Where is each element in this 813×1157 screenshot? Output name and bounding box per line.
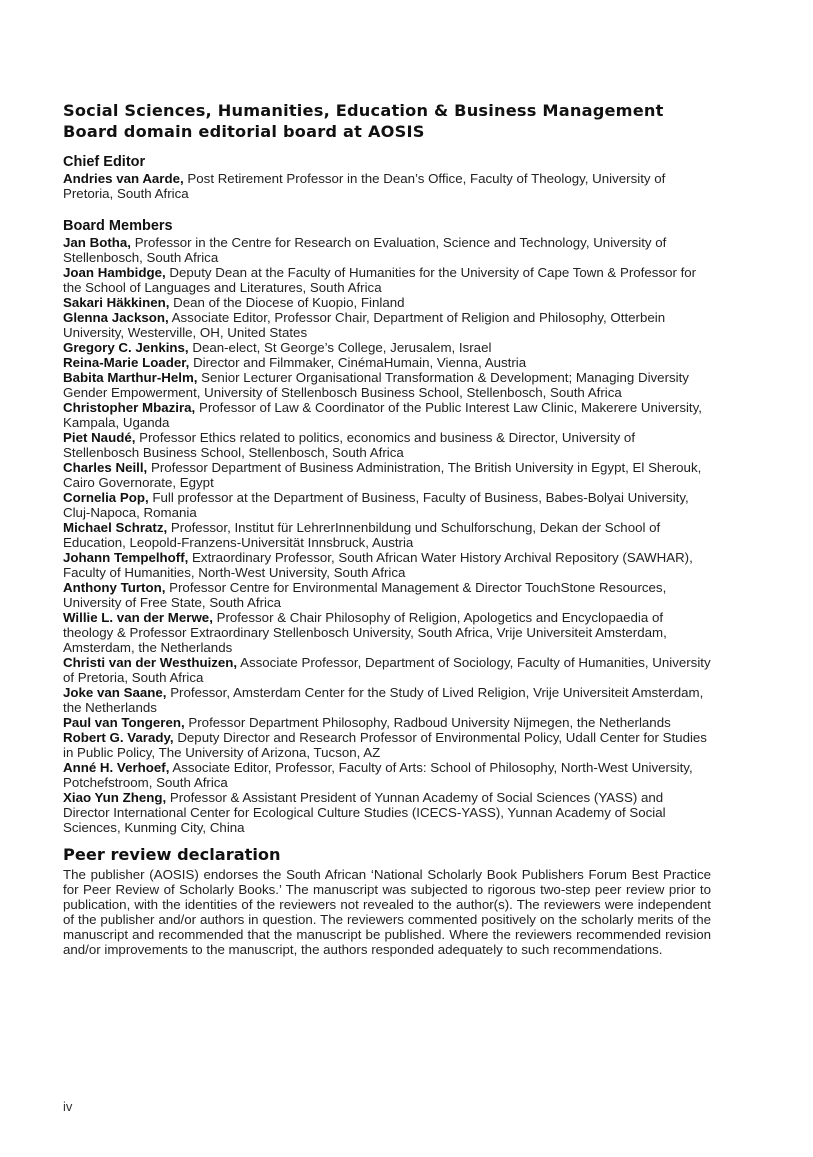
board-member-entry	[63, 610, 711, 655]
board-member-name: Willie L. van der Merwe,	[63, 610, 213, 625]
board-member-name: Cornelia Pop,	[63, 490, 149, 505]
board-member-description: Professor in the Centre for Research on Evaluation, Science and Technology, University of Stellenbosch, South Africa	[63, 235, 667, 265]
board-member-entry	[63, 685, 711, 715]
board-member-description: Professor, Amsterdam Center for the Study of Lived Religion, Vrije Universiteit Amsterdam, the Netherlands	[63, 685, 704, 715]
board-member-name: Robert G. Varady,	[63, 730, 174, 745]
board-member-name: Jan Botha,	[63, 235, 131, 250]
board-member-description: Senior Lecturer Organisational Transformation & Development; Managing Diversity Gender Empowerment, University of Stellenbosch Business School, Stellenbosch, South Africa	[63, 370, 689, 400]
board-member-description: Professor of Law & Coordinator of the Public Interest Law Clinic, Makerere University, Kampala, Uganda	[63, 400, 702, 430]
board-member-name: Paul van Tongeren,	[63, 715, 185, 730]
board-member-entry	[63, 400, 711, 430]
board-member-entry	[63, 370, 711, 400]
board-member-name: Gregory C. Jenkins,	[63, 340, 189, 355]
board-member-description: Professor Department of Business Administration, The British University in Egypt, El Sherouk, Cairo Governorate, Egypt	[63, 460, 702, 490]
chief-editor-heading: Chief Editor	[63, 154, 146, 170]
board-member-entry	[63, 340, 711, 355]
board-member-name: Charles Neill,	[63, 460, 148, 475]
board-member-description: Associate Editor, Professor Chair, Department of Religion and Philosophy, Otterbein University, Westerville, OH, United States	[63, 310, 666, 340]
board-members-heading: Board Members	[63, 218, 173, 234]
page-content	[63, 100, 711, 957]
board-member-entry	[63, 310, 711, 340]
board-member-description: Deputy Dean at the Faculty of Humanities for the University of Cape Town & Professor for the School of Languages and Literatures, South Africa	[63, 265, 697, 295]
board-member-name: Christopher Mbazira,	[63, 400, 196, 415]
board-member-entry	[63, 520, 711, 550]
board-member-name: Anthony Turton,	[63, 580, 166, 595]
page-title-line-2: Board domain editorial board at AOSIS	[63, 122, 425, 141]
peer-review-heading: Peer review declaration	[63, 845, 281, 864]
board-member-entry	[63, 580, 711, 610]
board-member-entry	[63, 460, 711, 490]
page-number: iv	[63, 1099, 73, 1114]
board-member-description: Dean-elect, St George’s College, Jerusalem, Israel	[192, 340, 492, 355]
board-member-entry	[63, 760, 711, 790]
board-member-description: Professor & Chair Philosophy of Religion, Apologetics and Encyclopaedia of theology & Professor Extraordinary Stellenbosch University, South Africa, Vrije Universiteit Amsterdam, Amsterdam, the Netherlands	[63, 610, 667, 655]
board-member-description: Professor, Institut für LehrerInnenbildung und Schulforschung, Dekan der School of Education, Leopold-Franzens-Universität Innsbruck, Austria	[63, 520, 661, 550]
board-member-description: Professor Ethics related to politics, economics and business & Director, University of Stellenbosch Business School, Stellenbosch, South Africa	[63, 430, 636, 460]
board-member-description: Director and Filmmaker, CinémaHumain, Vienna, Austria	[193, 355, 527, 370]
board-member-description: Full professor at the Department of Business, Faculty of Business, Babes-Bolyai University, Cluj-Napoca, Romania	[63, 490, 689, 520]
board-member-name: Piet Naudé,	[63, 430, 136, 445]
board-member-entry	[63, 265, 711, 295]
board-member-name: Christi van der Westhuizen,	[63, 655, 238, 670]
board-member-name: Joan Hambidge,	[63, 265, 166, 280]
board-member-name: Michael Schratz,	[63, 520, 168, 535]
board-member-entry	[63, 550, 711, 580]
page-title	[63, 100, 711, 142]
peer-review-text: The publisher (AOSIS) endorses the South African ‘National Scholarly Book Publishers Forum Best Practice for Peer Review of Scholarly Books.’ The manuscript was subjected to rigorous two-step peer review prior to publication, with the identities of the reviewers not revealed to the author(s). The reviewers were independent of the publisher and/or authors in question. The reviewers commented positively on the scholarly merits of the manuscript and recommended that the manuscript be published. Where the reviewers recommended revision and/or improvements to the manuscript, the authors responded adequately to such recommendations.	[63, 867, 711, 957]
board-member-entry	[63, 715, 711, 730]
board-member-entry	[63, 295, 711, 310]
board-member-description: Associate Professor, Department of Sociology, Faculty of Humanities, University of Pretoria, South Africa	[63, 655, 711, 685]
board-member-entry	[63, 655, 711, 685]
board-members-list	[63, 235, 711, 835]
board-member-name: Johann Tempelhoff,	[63, 550, 189, 565]
board-member-description: Professor Centre for Environmental Management & Director TouchStone Resources, University of Free State, South Africa	[63, 580, 667, 610]
board-member-name: Joke van Saane,	[63, 685, 167, 700]
page-title-line-1: Social Sciences, Humanities, Education & Business Management	[63, 101, 664, 120]
board-member-description: Extraordinary Professor, South African Water History Archival Repository (SAWHAR), Faculty of Humanities, North-West University, South Africa	[63, 550, 693, 580]
board-member-entry	[63, 235, 711, 265]
board-member-name: Xiao Yun Zheng,	[63, 790, 167, 805]
board-member-name: Glenna Jackson,	[63, 310, 169, 325]
chief-editor-name: Andries van Aarde,	[63, 171, 184, 186]
board-member-entry	[63, 355, 711, 370]
board-member-description: Professor & Assistant President of Yunnan Academy of Social Sciences (YASS) and Director International Center for Ecological Culture Studies (ICECS-YASS), Yunnan Academy of Social Sciences, Kunming City, China	[63, 790, 666, 835]
board-member-entry	[63, 790, 711, 835]
board-member-entry	[63, 730, 711, 760]
board-member-entry	[63, 490, 711, 520]
board-member-description: Associate Editor, Professor, Faculty of Arts: School of Philosophy, North-West University, Potchefstroom, South Africa	[63, 760, 693, 790]
board-member-description: Dean of the Diocese of Kuopio, Finland	[173, 295, 405, 310]
board-member-description: Professor Department Philosophy, Radboud University Nijmegen, the Netherlands	[188, 715, 671, 730]
chief-editor-description: Post Retirement Professor in the Dean’s Office, Faculty of Theology, University of Pretoria, South Africa	[63, 171, 666, 201]
board-member-description: Deputy Director and Research Professor of Environmental Policy, Udall Center for Studies in Public Policy, The University of Arizona, Tucson, AZ	[63, 730, 707, 760]
board-member-name: Sakari Häkkinen,	[63, 295, 170, 310]
board-member-name: Babita Marthur-Helm,	[63, 370, 198, 385]
chief-editor-entry	[63, 171, 711, 201]
board-member-entry	[63, 430, 711, 460]
board-member-name: Reina-Marie Loader,	[63, 355, 190, 370]
board-member-name: Anné H. Verhoef,	[63, 760, 170, 775]
